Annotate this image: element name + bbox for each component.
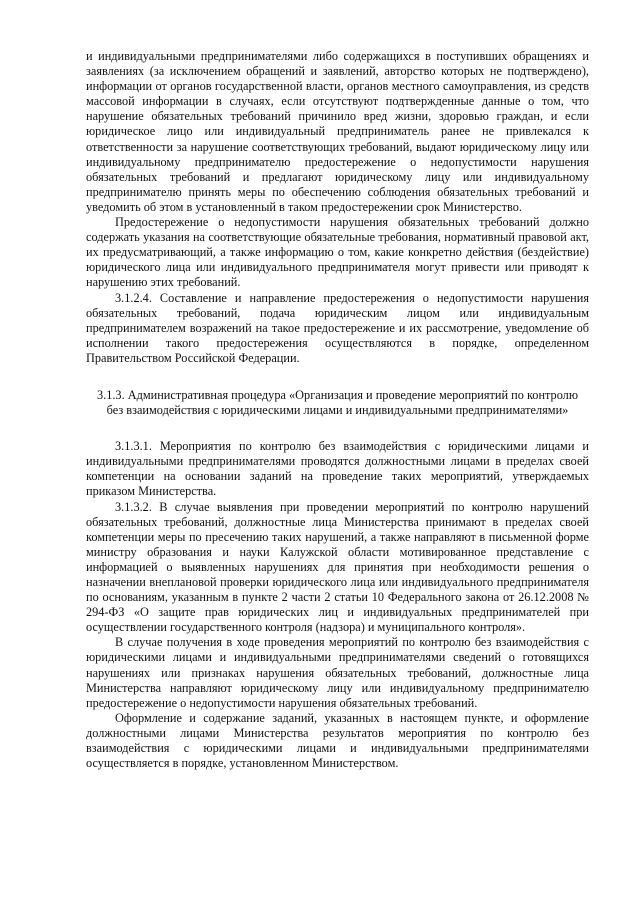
section-heading-3-1-3: 3.1.3. Административная процедура «Организация и проведение мероприятий по контролю без взаимодействия с юридическими лицами и индивидуальными предпринимателями» — [96, 387, 579, 418]
paragraph-warning-content: Предостережение о недопустимости нарушения обязательных требований должно содержать указания на соответствующие обязательные требования, нормативный правовой акт, их предусматривающий, а также информацию о том, какие конкретно действия (бездействие) юридического лица или индивидуального предпринимателя могут привести или приводят к нарушению этих требований. — [86, 215, 589, 290]
paragraph-violations-info: В случае получения в ходе проведения мероприятий по контролю без взаимодействия с юридическими лицами и индивидуальными предпринимателями сведений о готовящихся нарушениях или признаках нарушения обязательных требований, должностные лица Министерства направляют юридическому лицу или индивидуальному предпринимателю предостережение о недопустимости нарушения обязательных требований. — [86, 635, 589, 710]
paragraph-tasks-registration: Оформление и содержание заданий, указанных в настоящем пункте, и оформление должностными лицами Министерства результатов мероприятия по контролю без взаимодействия с юридическими лицами и индивидуальными предпринимателями осуществляется в порядке, установленном Министерством. — [86, 710, 589, 771]
paragraph-3-1-2-4: 3.1.2.4. Составление и направление предостережения о недопустимости нарушения обязательных требований, подача юридическим лицом или индивидуальным предпринимателем возражений на такое предостережение и их рассмотрение, уведомление об исполнении такого предостережения осуществляются в порядке, определенном Правительством Российской Федерации. — [86, 290, 589, 365]
paragraph-3-1-3-1: 3.1.3.1. Мероприятия по контролю без взаимодействия с юридическими лицами и индивидуальными предпринимателями проводятся должностными лицами в пределах своей компетенции на основании заданий на проведение таких мероприятий, утверждаемых приказом Министерства. — [86, 439, 589, 499]
paragraph-continuation: и индивидуальными предпринимателями либо содержащихся в поступивших обращениях и заявлениях (за исключением обращений и заявлений, авторство которых не подтверждено), информации от органов государственной власти, органов местного самоуправления, из средств массовой информации в случаях, если отсутствуют подтвержденные данные о том, что нарушение обязательных требований причинило вред жизни, здоровью граждан, и если юридическое лицо или индивидуальный предприниматель ранее не привлекался к ответственности за нарушение соответствующих требований, выдают юридическому лицу или индивидуальному предпринимателю предостережение о недопустимости нарушения обязательных требований и предлагают юридическому лицу или индивидуальному предпринимателю принять меры по обеспечению соблюдения обязательных требований и уведомить об этом в установленный в таком предостережении срок Министерство. — [86, 49, 589, 214]
document-page — [86, 49, 589, 771]
paragraph-3-1-3-2: 3.1.3.2. В случае выявления при проведении мероприятий по контролю нарушений обязательных требований, должностные лица Министерства принимают в пределах своей компетенции меры по пресечению таких нарушений, а также направляют в письменной форме министру образования и науки Калужской области мотивированное представление с информацией о выявленных нарушениях для принятия при необходимости решения о назначении внеплановой проверки юридического лица или индивидуального предпринимателя по основаниям, указанным в пункте 2 части 2 статьи 10 Федерального закона от 26.12.2008 № 294-ФЗ «О защите прав юридических лиц и индивидуальных предпринимателей при осуществлении государственного контроля (надзора) и муниципального контроля». — [86, 499, 589, 635]
